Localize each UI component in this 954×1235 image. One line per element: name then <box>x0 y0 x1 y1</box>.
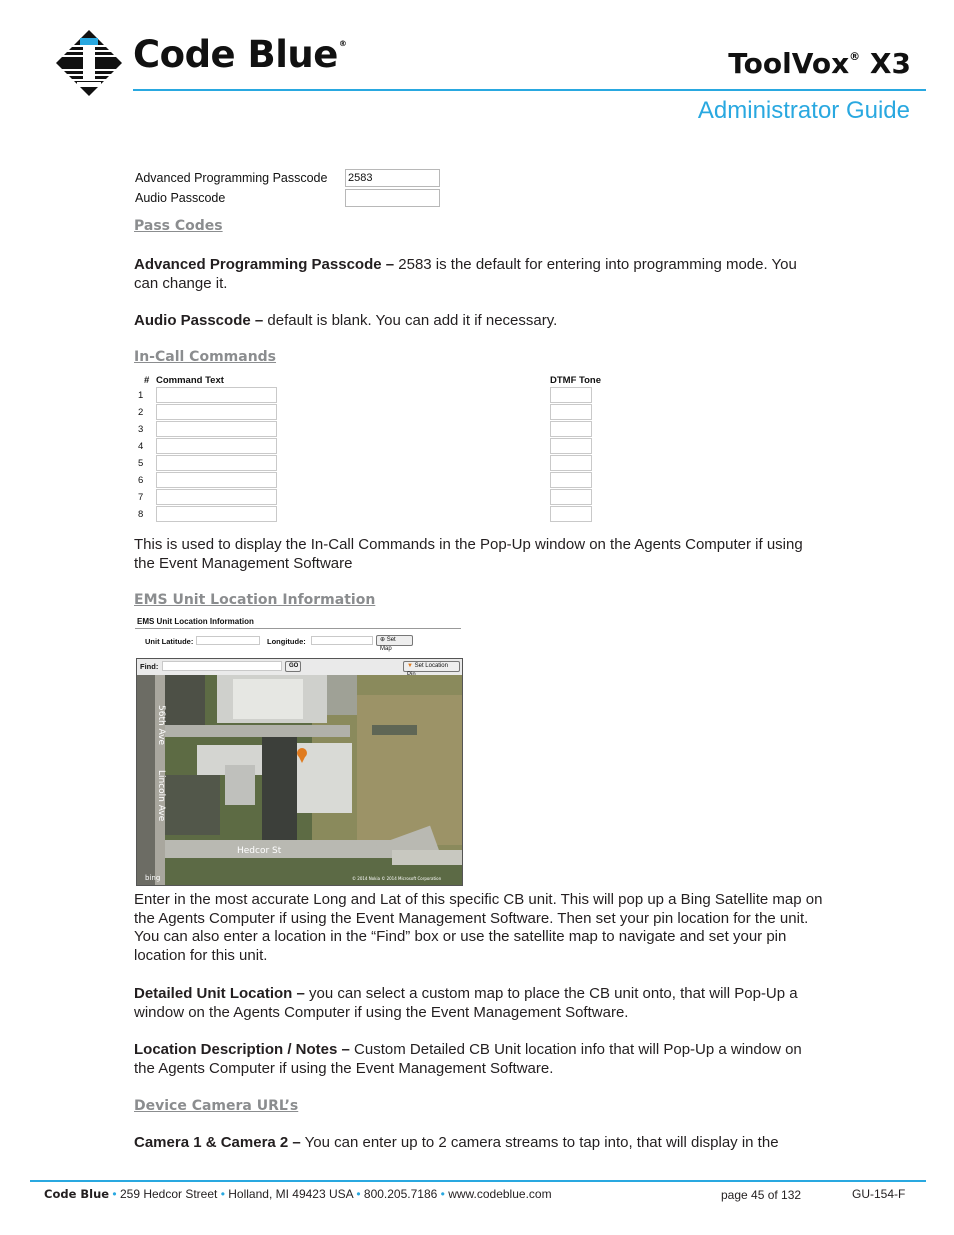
section-device-camera: Device Camera URL’s <box>134 1098 299 1114</box>
dtmf-tone-input[interactable] <box>550 438 592 454</box>
find-label: Find: <box>140 662 159 671</box>
brand-name: Code Blue® <box>133 33 347 76</box>
page-number: page 45 of 132 <box>721 1188 802 1202</box>
footer-phone: 800.205.7186 <box>363 1187 438 1201</box>
set-location-pin-button[interactable]: ▼ Set Location <box>403 661 460 672</box>
latitude-label: Unit Latitude: <box>145 637 194 646</box>
dtmf-tone-input[interactable] <box>550 506 592 522</box>
bing-logo: bing <box>145 874 161 882</box>
footer-city: Holland, MI 49423 USA <box>228 1187 353 1201</box>
audio-passcode-label: Audio Passcode <box>135 191 226 205</box>
document-id: GU-154-F <box>852 1187 906 1201</box>
advanced-passcode-label: Advanced Programming Passcode <box>135 171 328 185</box>
footer-address: 259 Hedcor Street <box>119 1187 218 1201</box>
longitude-label: Longitude: <box>267 637 306 646</box>
map-label-hedcor: Hedcor St <box>237 846 282 856</box>
audio-passcode-input[interactable] <box>345 189 440 207</box>
audio-passcode-paragraph: Audio Passcode – default is blank. You can add it if necessary. <box>134 312 558 329</box>
col-number-header: # <box>144 375 150 386</box>
row-number: 3 <box>138 424 144 435</box>
map-copyright: © 2014 Nokia © 2014 Microsoft Corporation <box>352 876 442 881</box>
code-blue-logo-icon <box>56 30 122 96</box>
command-text-input[interactable] <box>156 472 277 488</box>
longitude-input[interactable] <box>311 636 373 645</box>
command-text-input[interactable] <box>156 421 277 437</box>
satellite-map[interactable] <box>137 675 462 885</box>
camera-paragraph: Camera 1 & Camera 2 – You can enter up to 2 camera streams to tap into, that will display in the <box>134 1134 779 1151</box>
dtmf-tone-input[interactable] <box>550 404 592 420</box>
map-label-56th: 56th Ave <box>156 705 166 746</box>
section-ems-location: EMS Unit Location Information <box>134 592 376 608</box>
go-button[interactable]: GO <box>285 661 301 672</box>
row-number: 6 <box>138 475 144 486</box>
dtmf-tone-input[interactable] <box>550 472 592 488</box>
ems-title-rule <box>135 628 461 629</box>
pin-icon: ▼ <box>407 663 413 669</box>
map-frame <box>136 658 463 886</box>
command-text-input[interactable] <box>156 489 277 505</box>
footer-brand: Code Blue <box>44 1187 110 1201</box>
row-number: 5 <box>138 458 144 469</box>
section-pass-codes: Pass Codes <box>134 218 223 234</box>
footer-contact: Code Blue • 259 Hedcor Street • Holland, MI 49423 USA • 800.205.7186 • www.codeblue.com <box>44 1187 552 1201</box>
location-notes-paragraph: Location Description / Notes – Custom Detailed CB Unit location info that will Pop-Up a window on the Agents Computer if using the Event Management Software. <box>134 1041 802 1077</box>
command-text-input[interactable] <box>156 438 277 454</box>
row-number: 1 <box>138 390 144 401</box>
detailed-location-paragraph: Detailed Unit Location – you can select a custom map to place the CB unit onto, that will Pop-Up a window on the Agents Computer if using the Event Management Software. <box>134 985 798 1021</box>
row-number: 4 <box>138 441 144 452</box>
row-number: 8 <box>138 509 144 520</box>
col-command-header: Command Text <box>156 375 224 386</box>
map-label-lincoln: Lincoln Ave <box>156 770 166 822</box>
advanced-passcode-input[interactable]: 2583 <box>345 169 440 187</box>
dtmf-tone-input[interactable] <box>550 489 592 505</box>
dtmf-tone-input[interactable] <box>550 387 592 403</box>
row-number: 2 <box>138 407 144 418</box>
row-number: 7 <box>138 492 144 503</box>
ems-panel-title: EMS Unit Location Information <box>137 617 254 626</box>
map-icon: ⊕ <box>380 637 386 643</box>
footer-rule <box>30 1180 926 1182</box>
find-input[interactable] <box>162 661 282 671</box>
in-call-description: This is used to display the In-Call Commands in the Pop-Up window on the Agents Computer if using the Event Management Software <box>134 536 803 572</box>
dtmf-tone-input[interactable] <box>550 455 592 471</box>
advanced-passcode-paragraph: Advanced Programming Passcode – 2583 is the default for entering into programming mode. You can change it. <box>134 256 797 292</box>
latitude-input[interactable] <box>196 636 260 645</box>
command-text-input[interactable] <box>156 455 277 471</box>
dtmf-tone-input[interactable] <box>550 421 592 437</box>
product-title: ToolVox® X3 <box>728 47 911 80</box>
command-text-input[interactable] <box>156 506 277 522</box>
section-in-call-commands: In-Call Commands <box>134 349 277 365</box>
col-dtmf-header: DTMF Tone <box>550 375 602 386</box>
footer-web[interactable]: www.codeblue.com <box>448 1187 552 1201</box>
header-rule <box>133 89 926 91</box>
guide-subtitle: Administrator Guide <box>697 97 910 124</box>
command-text-input[interactable] <box>156 387 277 403</box>
ems-description: Enter in the most accurate Long and Lat of this specific CB unit. This will pop up a Bing Satellite map on the Agents Computer if using the Event Management Software. Then set your pin location for the unit. You can also enter a location in the “Find” box or use the satellite map to navigate and set your pin location for this unit. <box>134 891 823 964</box>
command-text-input[interactable] <box>156 404 277 420</box>
set-map-button[interactable]: ⊕ Set Map <box>376 635 413 646</box>
ems-panel <box>135 614 462 886</box>
